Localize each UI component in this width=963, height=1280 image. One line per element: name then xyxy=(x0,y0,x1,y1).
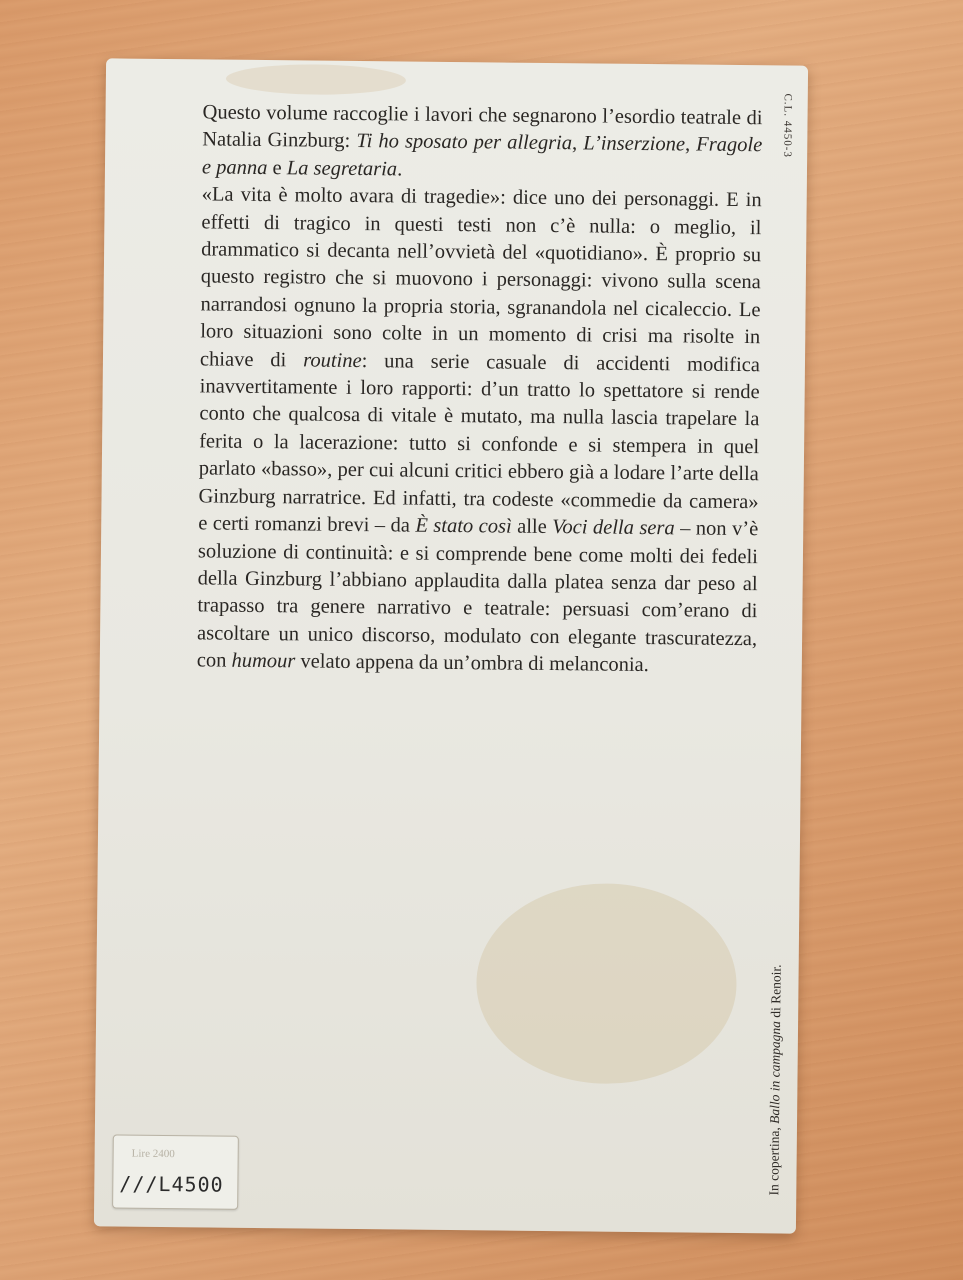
blurb-text-run: , xyxy=(684,133,697,156)
blurb-text-run: , xyxy=(571,132,584,155)
cover-credit xyxy=(766,964,784,1195)
blurb-text-run: – non v’è soluzione di continuità: e si comprende bene come molti dei fedeli della Ginzburg l’abbiano applaudita dalla platea senza dar peso al trapasso tra genere narrativo e teatrale: persuasi com’erano di ascoltare un unico discorso, modulato con elegante trascuratezza, con xyxy=(196,517,759,672)
price-sticker xyxy=(112,1134,239,1209)
credit-text: In copertina, xyxy=(766,1123,783,1196)
play-title: La segretaria xyxy=(286,157,398,181)
novel-title: Voci della sera xyxy=(552,516,675,540)
blurb-text-run: alle xyxy=(511,515,553,539)
novel-title: È stato così xyxy=(415,514,512,538)
italic-word: routine xyxy=(303,349,362,372)
book-back-cover xyxy=(94,58,808,1233)
blurb-text-run: e xyxy=(267,156,287,180)
play-title: Ti ho sposato per allegria xyxy=(356,130,573,155)
play-title: L’inserzione xyxy=(583,132,686,156)
credit-text: di Renoir. xyxy=(768,964,784,1022)
blurb-paragraph-1 xyxy=(202,99,763,187)
blurb-paragraph-2 xyxy=(197,182,762,681)
catalog-code: C.L. 4450-3 xyxy=(781,93,794,159)
italic-word: humour xyxy=(231,649,296,673)
cover-stain xyxy=(475,882,737,1085)
painting-title: Ballo in campagna xyxy=(767,1020,784,1124)
play-title: Fragole e panna xyxy=(201,133,763,179)
blurb-text-run: Questo volume raccoglie i lavori che segnarono l’esordio teatrale di Natalia Ginzburg: xyxy=(202,101,763,153)
blurb-text-run: «La vita è molto avara di tragedie»: dice uno dei personaggi. E in effetti di tragico in questi testi non c’è nulla: o meglio, il drammatico si decanta nell’ovvietà del «quotidiano». È proprio su questo registro che si muovono i personaggi: vivono sulla scena narrandosi ognuno la propria storia, sgranandola nel cicaleccio. Le loro situazioni sono colte in un momento di crisi ma risolte in chiave di xyxy=(199,183,762,372)
blurb-text xyxy=(197,99,763,680)
cover-stain xyxy=(226,64,406,96)
blurb-text-run: . xyxy=(397,158,403,181)
blurb-text-run: : una serie casuale di accidenti modifica inavvertitamente i loro rapporti: d’un tratto lo spettatore si rende conto che qualcosa di vitale è mutato, ma nulla lascia trapelare la ferita o la lacerazione: tutto si confonde e si stempera in quel parlato «basso», per cui alcuni critici ebbero già a lodare l’arte della Ginzburg narratrice. Ed infatti, tra codeste «commedie da camera» e certi romanzi brevi – da xyxy=(198,349,761,537)
old-price: Lire 2400 xyxy=(131,1147,175,1161)
blurb-text-run: velato appena da un’ombra di melanconia. xyxy=(295,650,649,677)
price-label: ///L4500 xyxy=(119,1171,224,1197)
